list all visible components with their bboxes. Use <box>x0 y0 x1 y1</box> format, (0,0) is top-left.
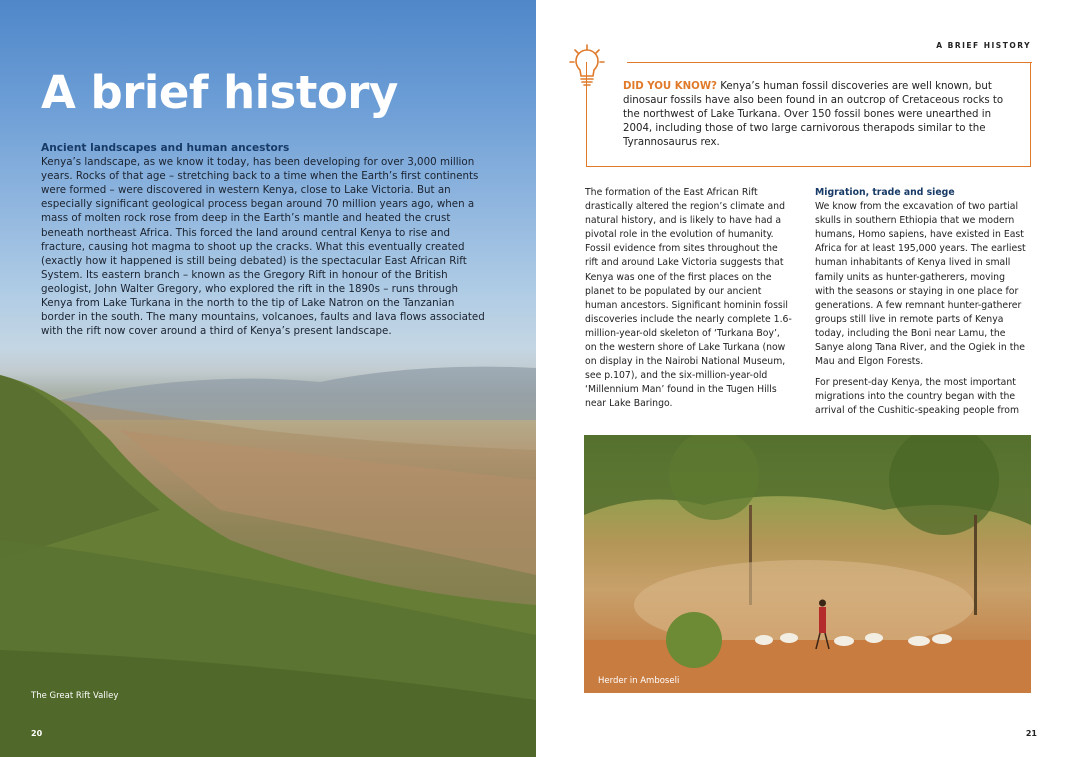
photo-caption: Herder in Amboseli <box>598 676 680 686</box>
section-subhead: Migration, trade and siege <box>815 187 955 198</box>
page-number: 21 <box>1025 729 1037 738</box>
section-subhead: Ancient landscapes and human ancestors <box>41 142 290 154</box>
column-left <box>585 186 793 412</box>
paragraph: The formation of the East African Rift drastically altered the region’s climate and natural history, and is likely to have had a pivotal role in the evolution of humanity. Fossil evidence from sites throughout the rift and around Lake Victoria suggests that Kenya was one of the first places on the planet to be populated by our ancient human ancestors. Significant hominin fossil discoveries include the nearly complete 1.6-million-year-old skeleton of ‘Turkana Boy’, on the western shore of Lake Turkana (now on display in the Nairobi National Museum, see p.107), and the six-million-year-old ‘Millennium Man’ found in the Tugen Hills near Lake Baringo. <box>585 187 792 410</box>
column-right <box>815 186 1027 419</box>
did-you-know-label: DID YOU KNOW? <box>623 81 717 92</box>
did-you-know-text <box>623 80 1023 150</box>
herder-photo <box>584 435 1031 693</box>
paragraph: For present-day Kenya, the most important migrations into the country began with the arrival of the Cushitic-speaking people from <box>815 377 1020 417</box>
right-page <box>536 0 1068 757</box>
did-you-know-body: Kenya’s human fossil discoveries are well known, but dinosaur fossils have also been found in an outcrop of Cretaceous rocks to the northwest of Lake Turkana. Over 150 fossil bones were unearthed in 2004, including those of two large carnivorous therapods similar to the Tyrannosaurus rex. <box>623 81 1004 149</box>
left-body-text <box>41 141 489 338</box>
page-number: 20 <box>31 729 43 738</box>
running-head: A BRIEF HISTORY <box>936 41 1031 50</box>
paragraph: Kenya’s landscape, as we know it today, has been developing for over 3,000 million years. Rocks of that age – stretching back to a time when the Earth’s first continents were formed – were discovered in western Kenya, close to Lake Victoria. But an especially significant geological process began around 70 million years ago, when a mass of molten rock rose from deep in the Earth’s mantle and heated the crust beneath northeast Africa. This forced the land around central Kenya to rise and fracture, causing hot magma to shoot up the cracks. What this eventually created (exactly how it happened is still being debated) is the spectacular East African Rift System. Its eastern branch – known as the Gregory Rift in honour of the British geologist, John Walter Gregory, who explored the rift in the 1890s – runs through Kenya from Lake Turkana in the north to the tip of Lake Natron on the Tanzanian border in the south. The many mountains, volcanoes, faults and lava flows associated with the rift now cover around a third of Kenya’s present landscape. <box>41 156 485 338</box>
photo-caption: The Great Rift Valley <box>31 691 119 701</box>
chapter-title: A brief history <box>41 66 398 119</box>
paragraph: We know from the excavation of two partial skulls in southern Ethiopia that we modern humans, Homo sapiens, have existed in East Africa for at least 195,000 years. The earliest human inhabitants of Kenya lived in small family units as hunter-gatherers, moving with the seasons or staying in one place for generations. A few remnant hunter-gatherer groups still live in remote parts of Kenya today, including the Boni near Lamu, the Sanye along Tana River, and the Ogiek in the Mau and Elgon Forests. <box>815 201 1026 368</box>
